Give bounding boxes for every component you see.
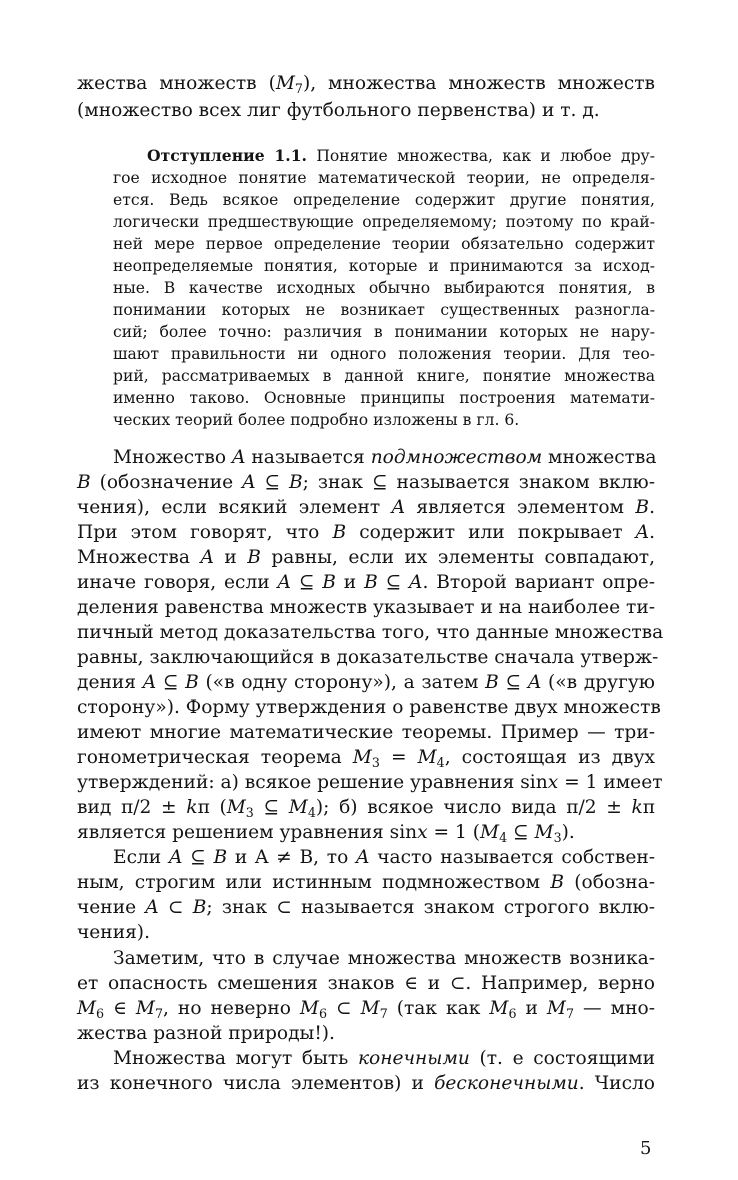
text-line: чения), если всякий элемент A является элементом B.: [77, 497, 655, 518]
text-line: (множество всех лиг футбольного первенства) и т. д.: [77, 100, 600, 121]
page-number: 5: [640, 1138, 652, 1159]
text-line: Заметим, что в случае множества множеств возника-: [113, 948, 655, 969]
text-line: пичный метод доказательства того, что данные множества: [77, 622, 664, 643]
text-line: гое исходное понятие математической теории, не определя-: [113, 169, 655, 187]
text-line: чения).: [77, 922, 150, 943]
text-line: Множества могут быть конечными (т. е состоящими: [113, 1048, 655, 1069]
text-line: шают правильности ни одного положения теории. Для тео-: [113, 345, 655, 363]
text-line: ческих теорий более подробно изложены в гл. 6.: [113, 411, 520, 429]
text-line: ным, строгим или истинным подмножеством B (обозна-: [77, 872, 655, 893]
text-line: именно таково. Основные принципы построения математи-: [113, 389, 655, 407]
text-line: утверждений: а) всякое решение уравнения sinx = 1 имеет: [77, 772, 663, 793]
text-line: деления равенства множеств указывает и на наиболее ти-: [77, 597, 655, 618]
text-line: иначе говоря, если A ⊆ B и B ⊆ A. Второй вариант опре-: [77, 572, 656, 593]
text-line: жества разной природы!).: [77, 1023, 335, 1044]
text-line: понимании которых не возникает существенных разногла-: [113, 301, 655, 319]
text-line: ные. В качестве исходных обычно выбираются понятия, в: [113, 279, 655, 297]
text-line: логически предшествующие определяемому; поэтому по край-: [113, 213, 655, 231]
text-line: рий, рассматриваемых в данной книге, понятие множества: [113, 367, 655, 385]
text-line: жества множеств $(M_7)$, множества множеств множеств: [77, 73, 656, 96]
text-line: Если A ⊆ B и A ≠ B, то A часто называется собствен-: [113, 847, 656, 868]
text-line: из конечного числа элементов) и бесконечными. Число: [77, 1073, 655, 1094]
text-line: B (обозначение A ⊆ B; знак ⊆ называется знаком вклю-: [77, 472, 656, 493]
text-line: $M_6$ ∈ $M_7$, но неверно $M_6$ ⊂ $M_7$ (так как $M_6$ и $M_7$ — мно-: [77, 998, 655, 1021]
text-line: сторону»). Форму утверждения о равенстве двух множеств: [77, 697, 661, 718]
text-line: сий; более точно: различия в понимании которых не нару-: [113, 323, 655, 341]
text-line: При этом говорят, что B содержит или покрывает A.: [77, 522, 655, 543]
text-line: вид π/2 ± kπ ($M_3$ ⊆ $M_4$); б) всякое число вида π/2 ± kπ: [77, 797, 656, 820]
text-line: неопределяемые понятия, которые и принимаются за исход-: [113, 257, 655, 275]
text-line: имеют многие математические теоремы. Пример — три-: [77, 722, 655, 743]
text-line: ней мере первое определение теории обязательно содержит: [113, 235, 655, 253]
text-line: Множества A и B равны, если их элементы совпадают,: [77, 547, 655, 568]
text-line: чение A ⊂ B; знак ⊂ называется знаком строгого вклю-: [77, 897, 656, 918]
text-line: гонометрическая теорема $M_3 = M_4$, состоящая из двух: [77, 747, 656, 770]
text-line: Множество A называется подмножеством множества: [113, 447, 657, 468]
text-line: является решением уравнения sinx = 1 ($M_4$ ⊆ $M_3$).: [77, 822, 575, 845]
text-line: равны, заключающийся в доказательстве сначала утверж-: [77, 647, 659, 668]
text-line: Отступление 1.1. Понятие множества, как и любое дру-: [147, 146, 656, 165]
text-line: ется. Ведь всякое определение содержит другие понятия,: [113, 191, 655, 209]
text-line: дения A ⊆ B («в одну сторону»), а затем B ⊆ A («в другую: [77, 672, 655, 693]
text-line: ет опасность смешения знаков ∈ и ⊂. Например, верно: [77, 973, 655, 994]
